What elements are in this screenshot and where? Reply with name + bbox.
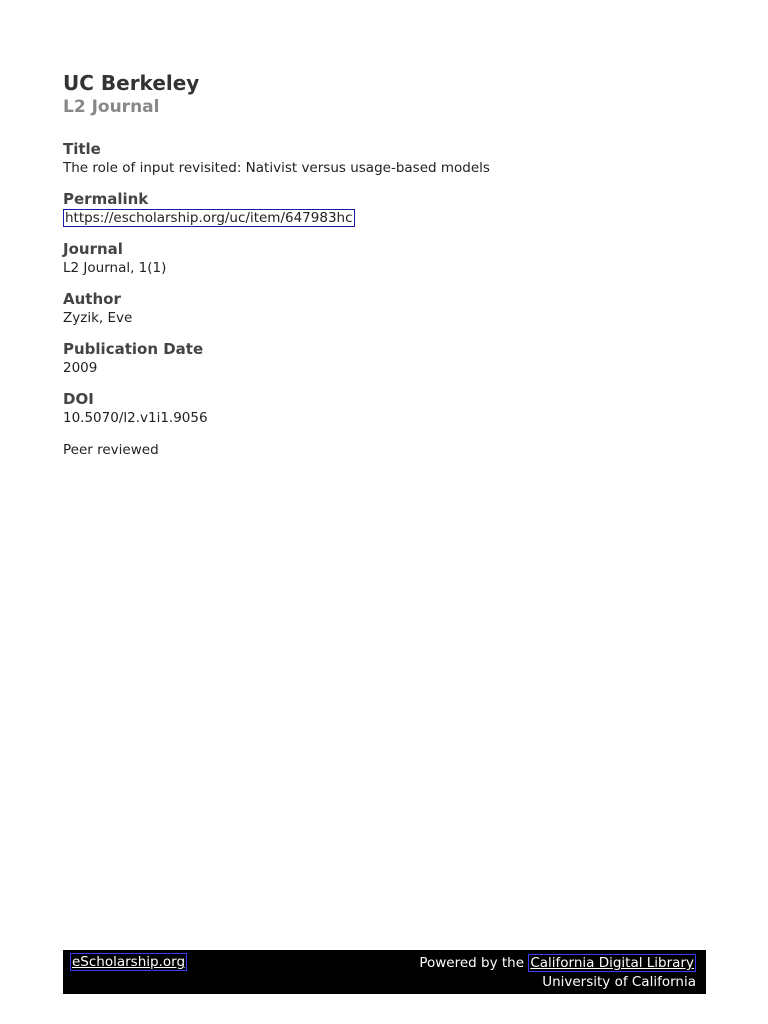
doi-field — [63, 389, 703, 427]
author-field — [63, 289, 703, 327]
journal-name: L2 Journal — [63, 97, 160, 117]
pubdate-field — [63, 339, 703, 377]
cdl-link[interactable]: California Digital Library — [530, 955, 694, 971]
footer-bar — [63, 950, 706, 994]
institution-name: UC Berkeley — [63, 71, 200, 95]
escholarship-link[interactable]: eScholarship.org — [72, 954, 186, 970]
journal-value: L2 Journal, 1(1) — [63, 260, 167, 276]
title-label: Title — [63, 140, 101, 158]
peer-reviewed-status: Peer reviewed — [63, 442, 159, 458]
title-field — [63, 139, 703, 177]
permalink-label: Permalink — [63, 190, 149, 208]
powered-by-text: Powered by the — [419, 955, 529, 971]
metadata-fields — [63, 139, 703, 459]
journal-label: Journal — [63, 240, 123, 258]
author-label: Author — [63, 290, 121, 308]
university-name: University of California — [542, 974, 696, 990]
document-header — [63, 70, 199, 118]
permalink-field — [63, 189, 703, 227]
doi-value: 10.5070/l2.v1i1.9056 — [63, 410, 208, 426]
title-value: The role of input revisited: Nativist versus usage-based models — [63, 160, 490, 176]
journal-field — [63, 239, 703, 277]
pubdate-label: Publication Date — [63, 340, 204, 358]
permalink-link[interactable]: https://escholarship.org/uc/item/647983hc — [65, 210, 353, 226]
pubdate-value: 2009 — [63, 360, 98, 376]
author-value: Zyzik, Eve — [63, 310, 133, 326]
doi-label: DOI — [63, 390, 94, 408]
